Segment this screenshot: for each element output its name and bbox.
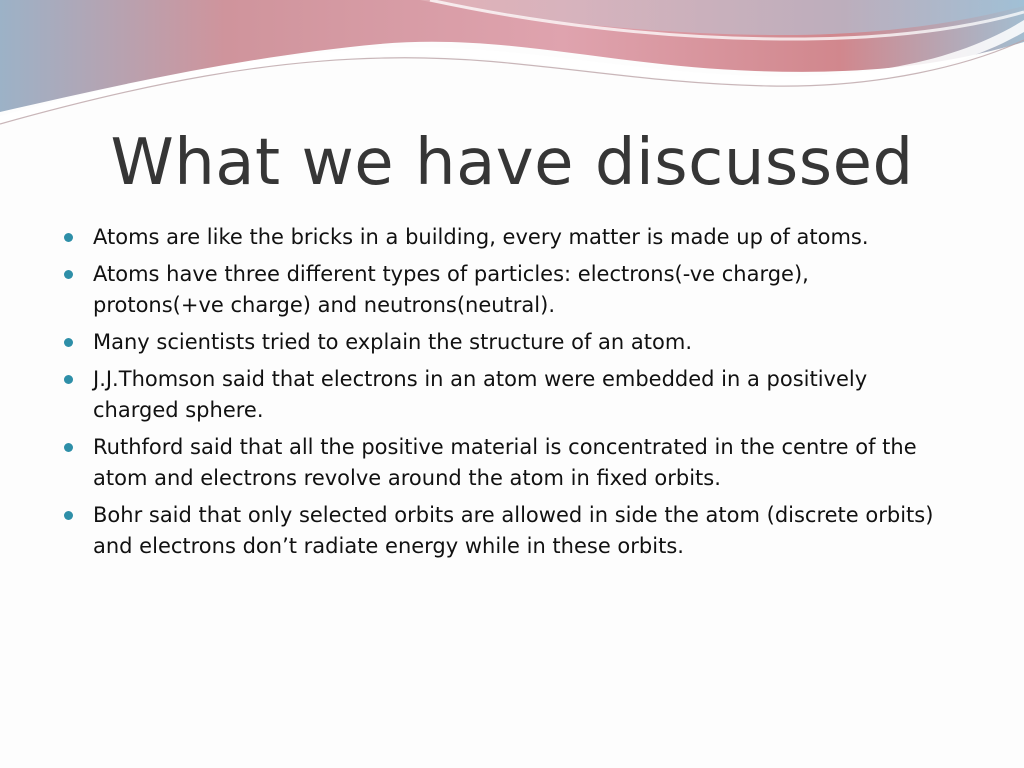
bullet-item xyxy=(62,364,942,426)
bullet-text: Atoms are like the bricks in a building, every matter is made up of atoms. xyxy=(93,225,869,249)
bullet-dot-icon xyxy=(64,270,73,279)
bullet-text: Bohr said that only selected orbits are allowed in side the atom (discrete orbits) and electrons don’t radiate energy while in these orbits. xyxy=(93,503,934,558)
bullet-dot-icon xyxy=(64,443,73,452)
bullet-dot-icon xyxy=(64,375,73,384)
bullet-text: Ruthford said that all the positive material is concentrated in the centre of the atom and electrons revolve around the atom in fixed orbits. xyxy=(93,435,917,490)
bullet-item xyxy=(62,327,942,358)
bullet-dot-icon xyxy=(64,338,73,347)
bullet-list xyxy=(62,222,942,568)
header-wave-decoration xyxy=(0,0,1024,125)
bullet-text: J.J.Thomson said that electrons in an atom were embedded in a positively charged sphere. xyxy=(93,367,868,422)
bullet-dot-icon xyxy=(64,511,73,520)
bullet-item xyxy=(62,432,942,494)
bullet-item xyxy=(62,222,942,253)
bullet-text: Atoms have three different types of particles: electrons(-ve charge), protons(+ve charge) and neutrons(neutral). xyxy=(93,262,809,317)
bullet-text: Many scientists tried to explain the structure of an atom. xyxy=(93,330,692,354)
bullet-item xyxy=(62,500,942,562)
bullet-item xyxy=(62,259,942,321)
slide-title: What we have discussed xyxy=(110,126,914,200)
bullet-dot-icon xyxy=(64,233,73,242)
